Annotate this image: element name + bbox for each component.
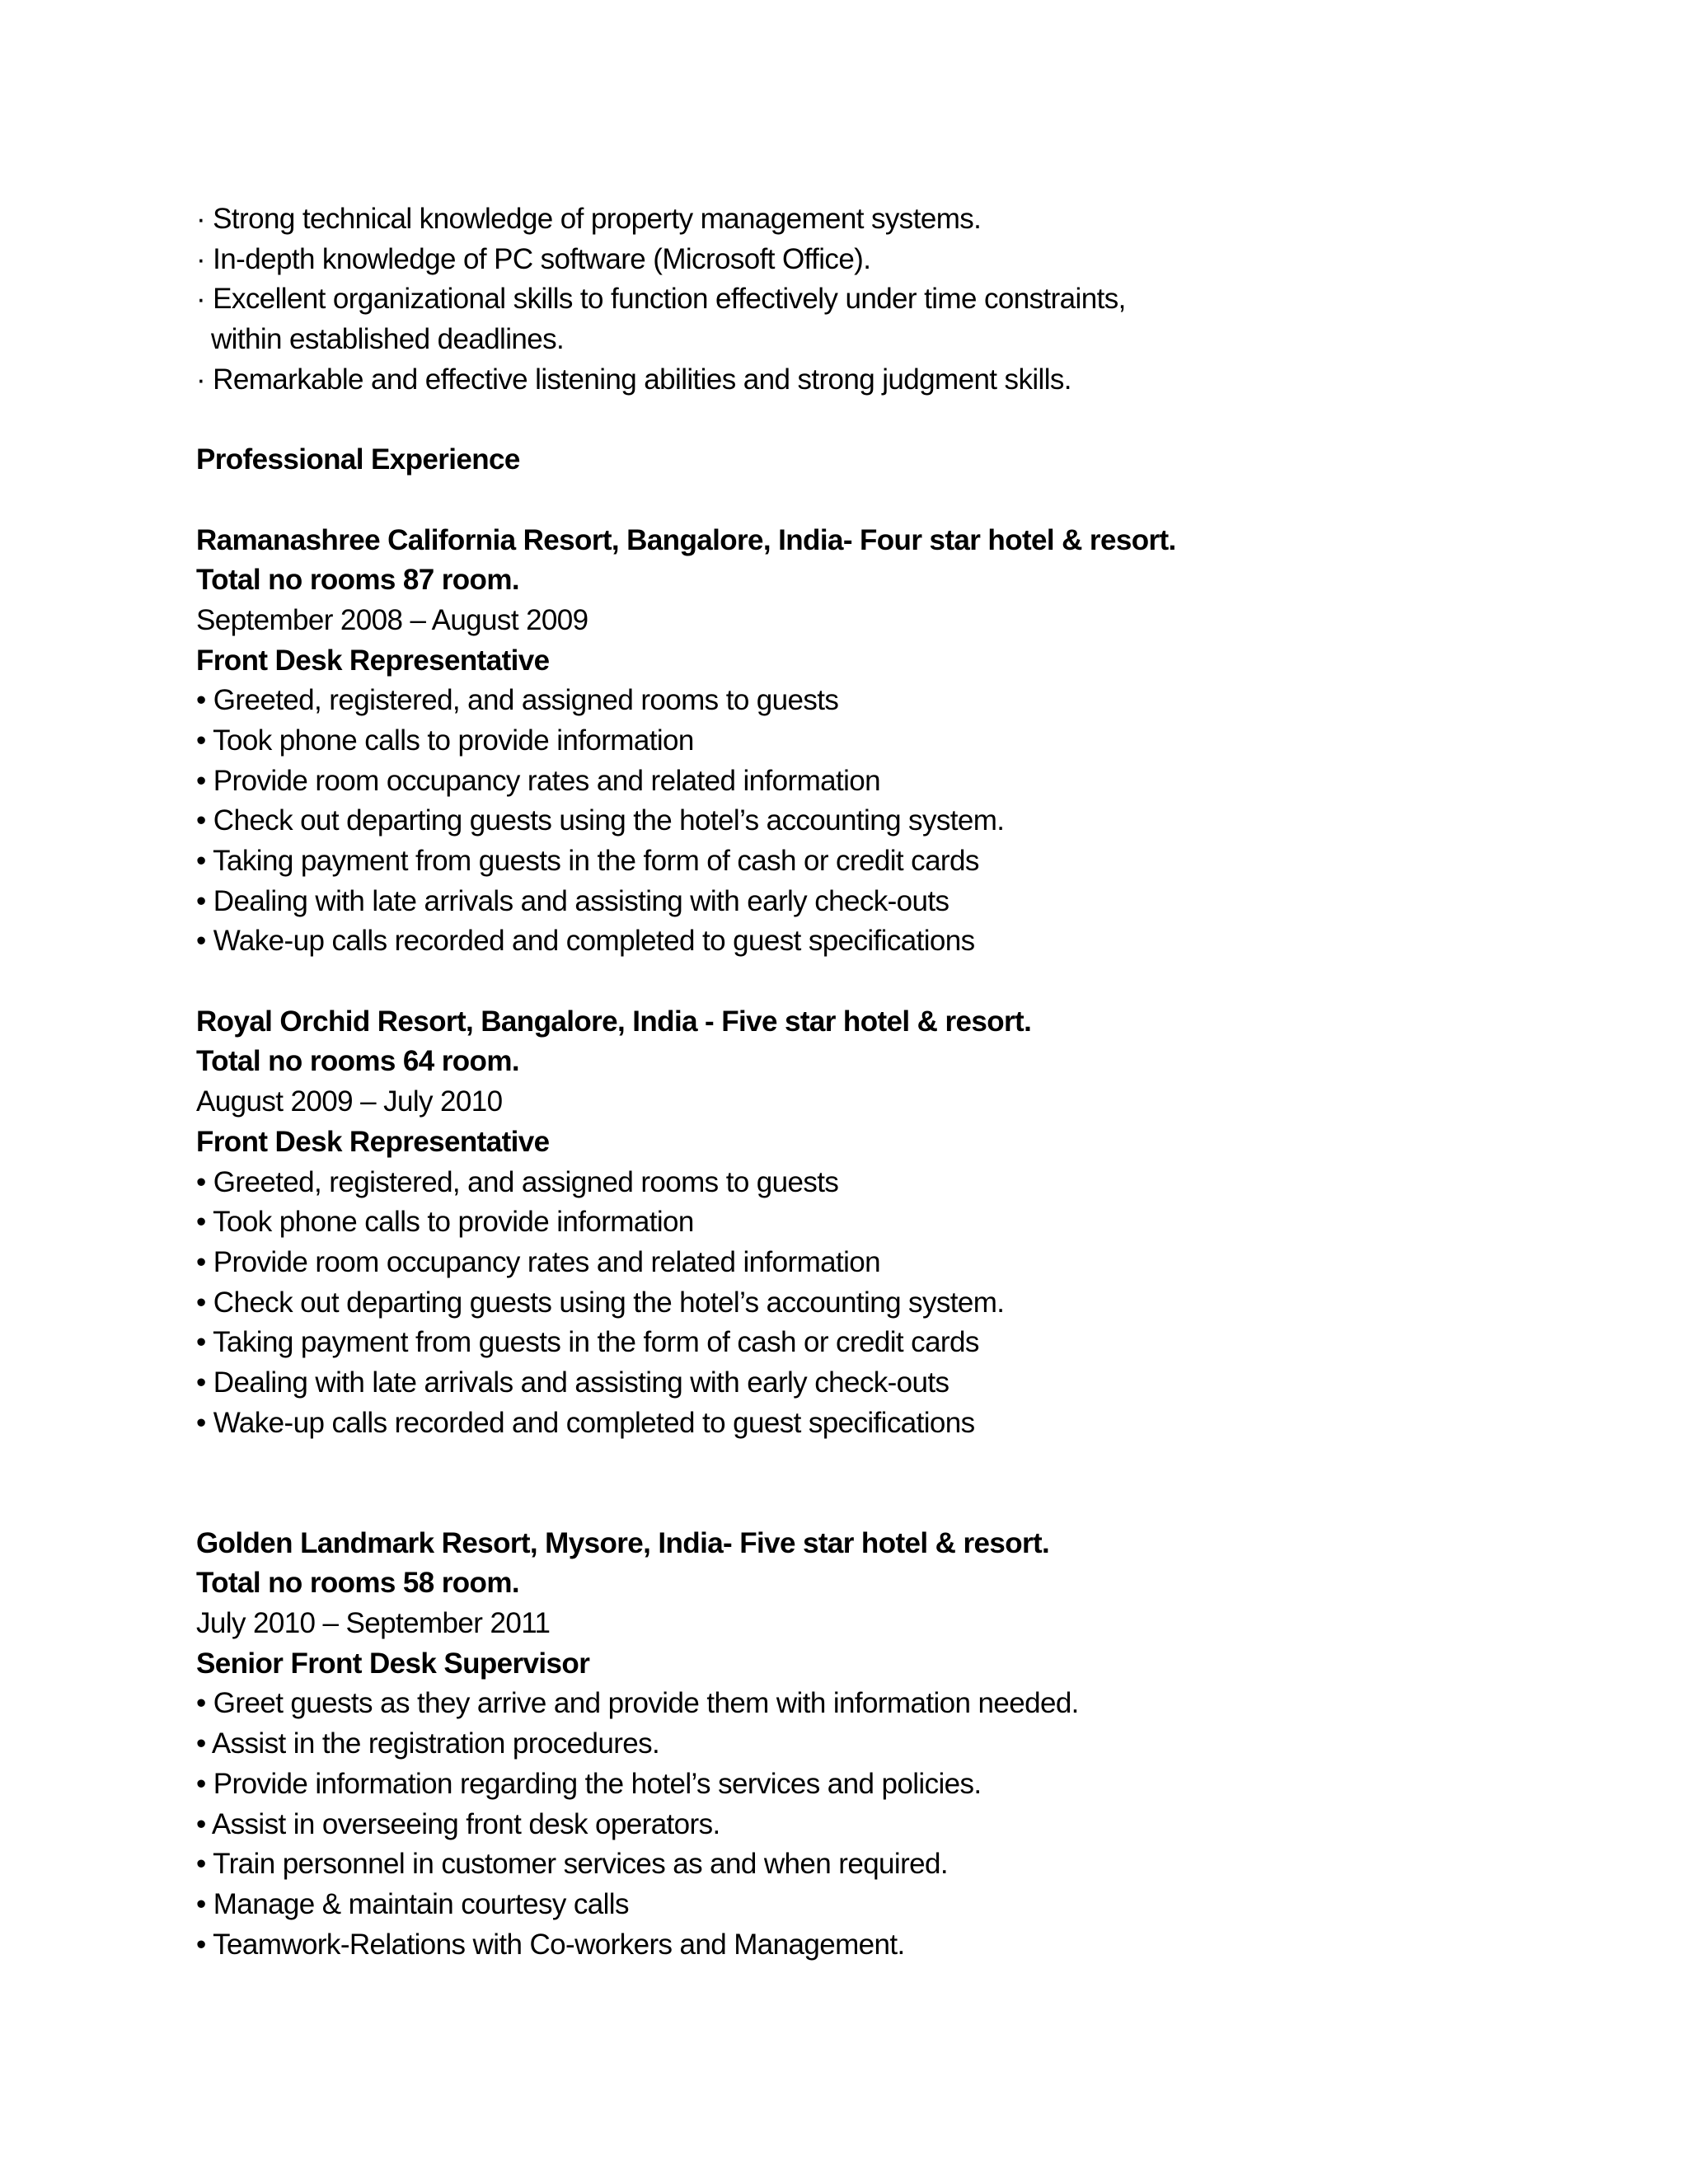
duty-item: • Check out departing guests using the hotel’s accounting system. xyxy=(196,804,1005,837)
duty-item: • Provide room occupancy rates and related information xyxy=(196,1245,881,1278)
job-hotel: Golden Landmark Resort, Mysore, India- Five star hotel & resort. xyxy=(196,1526,1050,1559)
duty-item: • Provide information regarding the hotel’s services and policies. xyxy=(196,1767,982,1800)
job-dates: September 2008 – August 2009 xyxy=(196,603,588,636)
duty-item: • Greet guests as they arrive and provide them with information needed. xyxy=(196,1687,1079,1720)
job-duties xyxy=(196,1684,1482,1965)
job-duties xyxy=(196,1163,1482,1444)
section-heading: Professional Experience xyxy=(196,443,520,476)
job-position: Front Desk Representative xyxy=(196,644,550,677)
duty-item: • Manage & maintain courtesy calls xyxy=(196,1887,629,1920)
duty-item: • Took phone calls to provide information xyxy=(196,1206,694,1239)
duty-item: • Taking payment from guests in the form of cash or credit cards xyxy=(196,1326,979,1359)
job-duties xyxy=(196,681,1482,962)
job-dates: July 2010 – September 2011 xyxy=(196,1607,551,1640)
duty-item: • Provide room occupancy rates and related information xyxy=(196,764,881,797)
job-dates: August 2009 – July 2010 xyxy=(196,1085,503,1118)
duty-item: • Taking payment from guests in the form of cash or credit cards xyxy=(196,845,979,877)
duty-item: • Greeted, registered, and assigned rooms to guests xyxy=(196,1165,839,1198)
duty-item: • Dealing with late arrivals and assisting with early check-outs xyxy=(196,1366,950,1399)
job-entry xyxy=(196,521,1482,963)
job-rooms: Total no rooms 64 room. xyxy=(196,1045,519,1078)
duty-item: • Check out departing guests using the hotel’s accounting system. xyxy=(196,1286,1005,1319)
job-position: Front Desk Representative xyxy=(196,1125,550,1158)
skill-item: · Excellent organizational skills to function effectively under time constraints, xyxy=(196,283,1126,316)
duty-item: • Assist in the registration procedures. xyxy=(196,1727,660,1760)
skills-list xyxy=(196,199,1482,400)
duty-item: • Teamwork-Relations with Co-workers and Management. xyxy=(196,1928,905,1961)
job-entry xyxy=(196,1524,1482,1966)
duty-item: • Train personnel in customer services as and when required. xyxy=(196,1848,949,1881)
resume-content xyxy=(196,199,1482,1965)
duty-item: • Assist in overseeing front desk operators. xyxy=(196,1807,720,1840)
skill-item-continuation: within established deadlines. xyxy=(211,323,565,356)
job-rooms: Total no rooms 58 room. xyxy=(196,1567,519,1600)
job-hotel: Ramanashree California Resort, Bangalore, India- Four star hotel & resort. xyxy=(196,523,1176,556)
job-position: Senior Front Desk Supervisor xyxy=(196,1647,590,1680)
duty-item: • Dealing with late arrivals and assisting with early check-outs xyxy=(196,884,950,917)
duty-item: • Wake-up calls recorded and completed to guest specifications xyxy=(196,1406,975,1439)
skill-item: · Remarkable and effective listening abilities and strong judgment skills. xyxy=(196,363,1071,396)
skill-item: · Strong technical knowledge of property management systems. xyxy=(196,203,982,235)
job-hotel: Royal Orchid Resort, Bangalore, India - Five star hotel & resort. xyxy=(196,1005,1032,1038)
job-entry xyxy=(196,1002,1482,1444)
skill-item: · In-depth knowledge of PC software (Microsoft Office). xyxy=(196,242,871,275)
job-rooms: Total no rooms 87 room. xyxy=(196,564,519,597)
duty-item: • Took phone calls to provide information xyxy=(196,724,694,757)
duty-item: • Wake-up calls recorded and completed to guest specifications xyxy=(196,925,975,958)
duty-item: • Greeted, registered, and assigned rooms to guests xyxy=(196,684,839,717)
